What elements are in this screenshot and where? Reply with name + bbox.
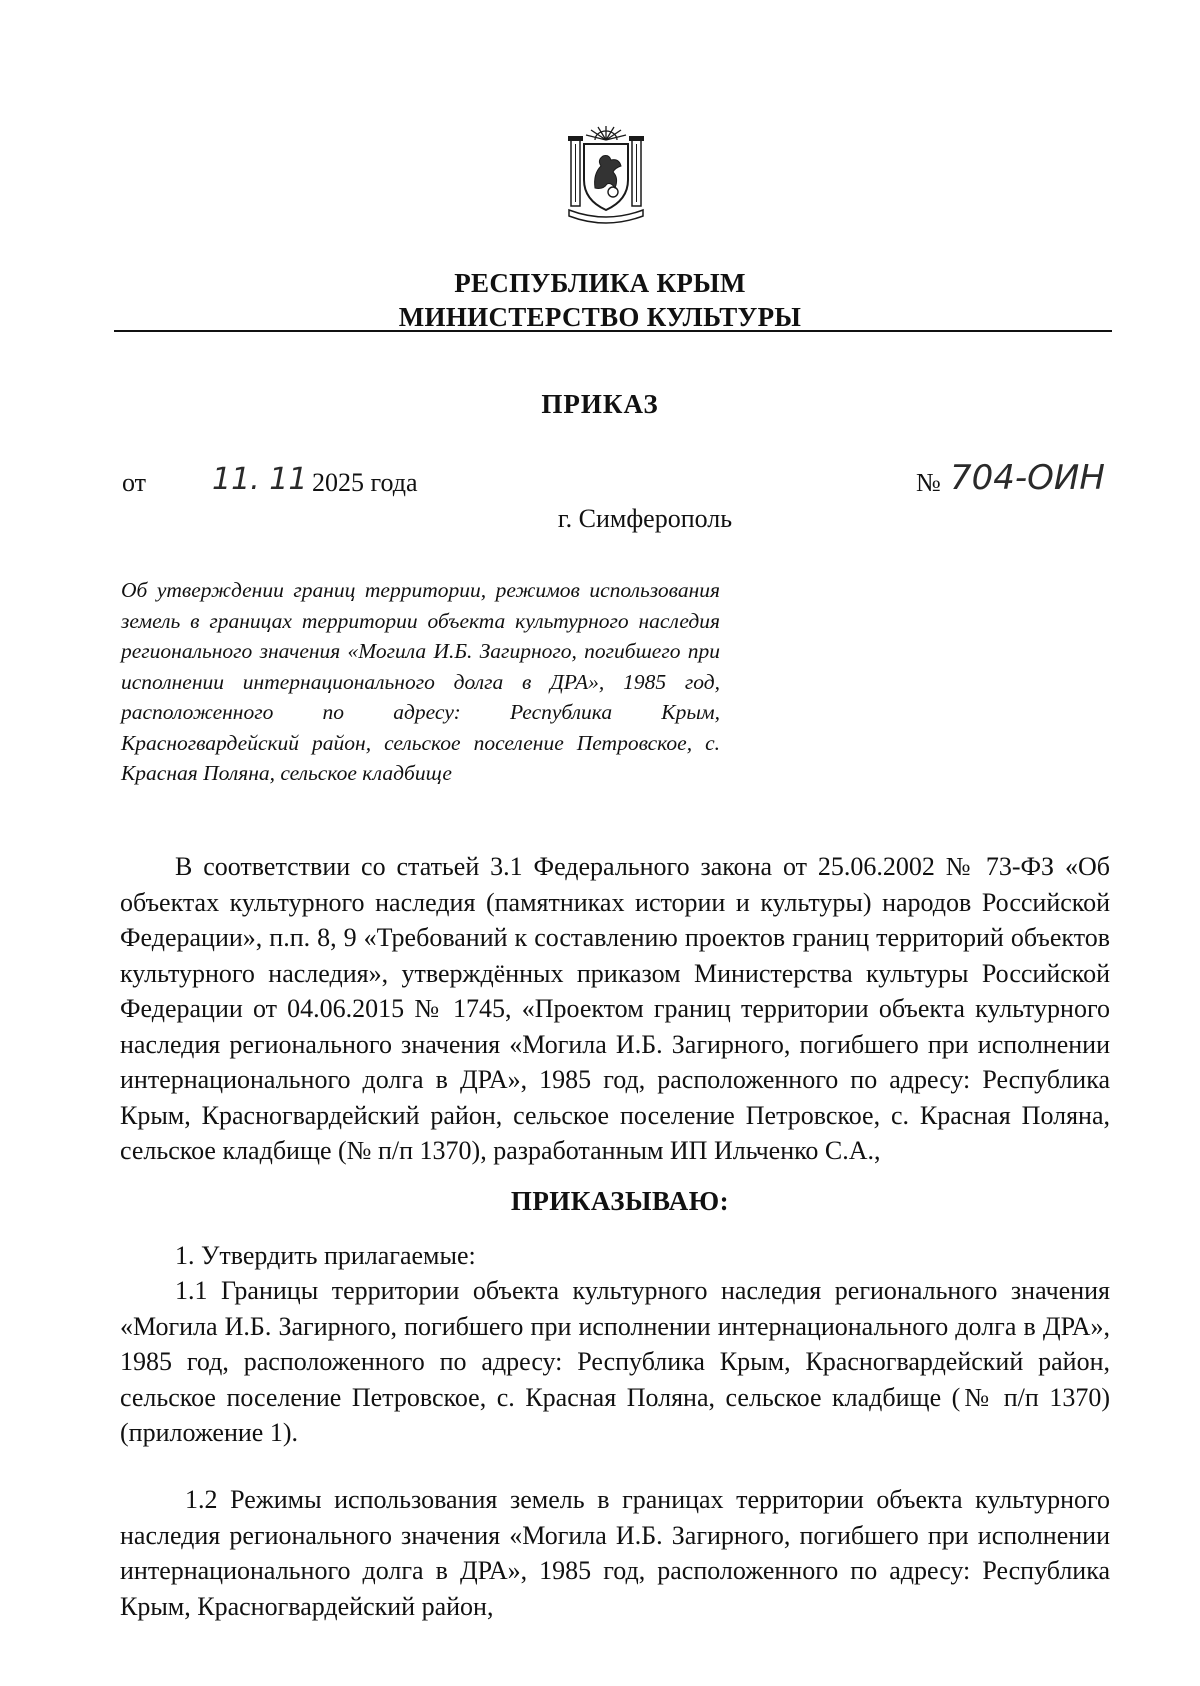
handwritten-order-number: 704-ОИН bbox=[950, 458, 1105, 498]
order-item-1-1: 1.1 Границы территории объекта культурного наследия регионального значения «Могила И.Б. Загирного, погибшего при исполнении интернационального долга в ДРА», 1985 год, расположенного по адресу: Республика Крым, Красногвардейский район, сельское поселение Петровское, с. Красная Поляна, сельское кладбище (№ п/п 1370) (приложение 1). bbox=[120, 1276, 1110, 1447]
preamble-paragraph: В соответствии со статьей 3.1 Федерального закона от 25.06.2002 № 73-ФЗ «Об объектах культурного наследия (памятниках истории и культуры) народов Российской Федерации», п.п. 8, 9 «Требований к составлению проектов границ территорий объектов культурного наследия», утверждённых приказом Министерства культуры Российской Федерации от 04.06.2015 № 1745, «Проектом границ территории объекта культурного наследия регионального значения «Могила И.Б. Загирного, погибшего при исполнении интернационального долга в ДРА», 1985 год, расположенного по адресу: Республика Крым, Красногвардейский район, сельское поселение Петровское, с. Красная Поляна, сельское кладбище (№ п/п 1370), разработанным ИП Ильченко С.А., bbox=[120, 852, 1110, 1165]
date-from-label: от bbox=[122, 468, 147, 497]
order-item-1: 1. Утвердить прилагаемые: bbox=[175, 1241, 476, 1270]
order-subject: Об утверждении границ территории, режимов использования земель в границах территории объекта культурного наследия регионального значения «Могила И.Б. Загирного, погибшего при исполнении интернационального долга в ДРА», 1985 год, расположенного по адресу: Республика Крым, Красногвардейский район, сельское поселение Петровское, с. Красная Поляна, сельское кладбище bbox=[121, 578, 720, 785]
issue-city: г. Симферополь bbox=[557, 504, 733, 533]
org-name-republic: РЕСПУБЛИКА КРЫМ bbox=[454, 268, 746, 298]
org-name-ministry: МИНИСТЕРСТВО КУЛЬТУРЫ bbox=[398, 302, 802, 332]
crimea-coat-of-arms-icon bbox=[565, 118, 647, 224]
header-divider bbox=[114, 330, 1112, 332]
document-type: ПРИКАЗ bbox=[541, 389, 659, 419]
date-year: 2025 года bbox=[312, 468, 418, 497]
directive-heading: ПРИКАЗЫВАЮ: bbox=[510, 1186, 730, 1216]
order-item-1-2: 1.2 Режимы использования земель в границах территории объекта культурного наследия регионального значения «Могила И.Б. Загирного, погибшего при исполнении интернационального долга в ДРА», 1985 год, расположенного по адресу: Республика Крым, Красногвардейский район, bbox=[120, 1485, 1110, 1621]
order-number-label: № bbox=[916, 468, 941, 497]
handwritten-date: 11. 11 bbox=[212, 462, 308, 497]
